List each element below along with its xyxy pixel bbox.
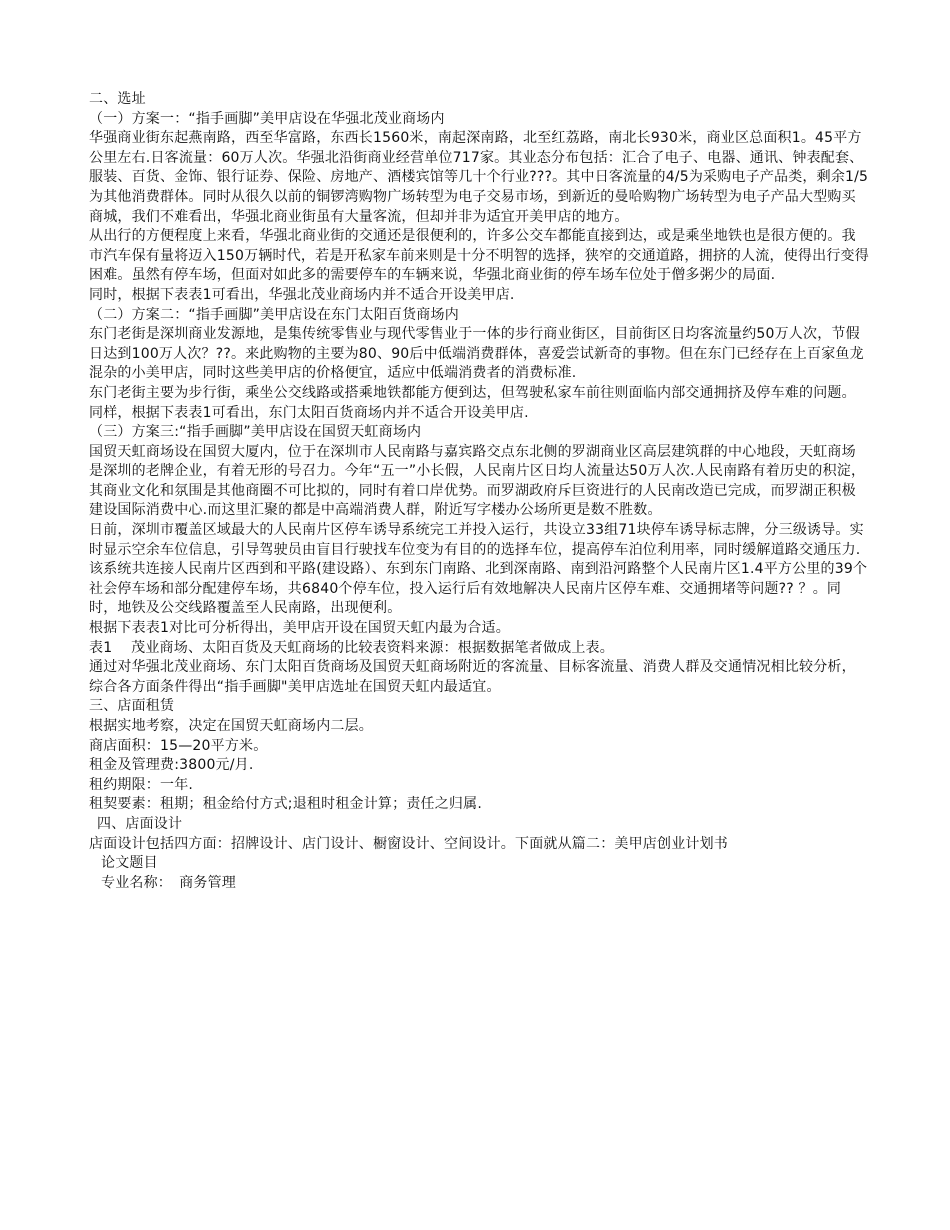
option-three-body-2: 日前，深圳市覆盖区域最大的人民南片区停车诱导系统完工并投入运行，共设立33组71块停车诱导标志牌，分三级诱导。实时显示空余车位信息，引导驾驶员由盲目行驶找车位变为有目的的选择车位，提高停车泊位利用率，同时缓解道路交通压力.该系统共连接人民南片区西到和平路(建设路）、东到东门南路、北到深南路、南到沿河路整个人民南片区1.4平方公里的39个社会停车场和部分配建停车场，共6840个停车位，投入运行后有效地解决人民南片区停车难、交通拥堵等问题?? ？。同时，地铁及公交线路覆盖至人民南路，出现便利。 — [89, 522, 868, 617]
site-selection-summary: 通过对华强北茂业商场、东门太阳百货商场及国贸天虹商场附近的客流量、目标客流量、消费人群及交通情况相比较分析，综合各方面条件得出“指手画脚"美甲店选址在国贸天虹内最适宜。 — [89, 659, 856, 695]
section-heading-site-selection: 二、选址 — [89, 91, 146, 107]
rental-area: 商店面积：15—20平方米。 — [89, 737, 268, 754]
store-design-body: 店面设计包括四方面：招牌设计、店门设计、橱窗设计、空间设计。下面就从篇二：美甲店创业计划书 — [89, 835, 728, 852]
document-page — [89, 90, 869, 893]
rental-term: 租约期限：一年. — [89, 776, 194, 793]
option-one-body-2: 从出行的方便程度上来看，华强北商业街的交通还是很便利的，许多公交车都能直接到达，或是乘坐地铁也是很方便的。我市汽车保有量将迈入150万辆时代，若是开私家车前来则是十分不明智的选择，狭窄的交通道路，拥挤的人流，使得出行变得困难。虽然有停车场，但面对如此多的需要停车的车辆来说，华强北商业街的停车场车位处于僧多粥少的局面. — [89, 228, 869, 284]
option-two-heading: （二）方案二：“指手画脚”美甲店设在东门太阳百货商场内 — [89, 306, 459, 323]
rental-contract-elements: 租契要素：租期；租金给付方式;退租时租金计算；责任之归属. — [89, 796, 482, 813]
option-two-body-1: 东门老街是深圳商业发源地，是集传统零售业与现代零售业于一体的步行商业街区，目前街区日均客流量约50万人次，节假日达到100万人次？??。来此购物的主要为80、90后中低端消费群体，喜爱尝试新奇的事物。但在东门已经存在上百家鱼龙混杂的小美甲店，同时这些美甲店的价格便宜，适应中低端消费者的消费标准. — [89, 326, 864, 382]
rental-fee: 租金及管理费:3800元/月. — [89, 757, 254, 774]
section-heading-store-design: 四、店面设计 — [97, 815, 183, 832]
option-one-heading: （一）方案一：“指手画脚”美甲店设在华强北茂业商场内 — [89, 110, 445, 127]
section-heading-rental: 三、店面租赁 — [89, 698, 175, 715]
table-caption: 表1 茂业商场、太阳百货及天虹商场的比较表资料来源：根据数据笔者做成上表。 — [89, 639, 614, 656]
thesis-title-label: 论文题目 — [101, 855, 158, 872]
option-two-conclusion: 同样，根据下表表1可看出，东门太阳百货商场内并不适合开设美甲店. — [89, 404, 529, 421]
option-one-body-1: 华强商业街东起燕南路，西至华富路，东西长1560米，南起深南路，北至红荔路，南北长930米，商业区总面积1。45平方公里左右.日客流量：60万人次。华强北沿街商业经营单位717家。其业态分布包括：汇合了电子、电器、通讯、钟表配套、服装、百货、金饰、银行证券、保险、房地产、酒楼宾馆等几十个行业???。其中日客流量的4/5为采购电子产品类，剩余1/5为其他消费群体。同时从很久以前的铜锣湾购物广场转型为电子交易市场，到新近的曼哈购物广场转型为电子产品大型购买商城，我们不难看出，华强北商业街虽有大量客流，但却并非为适宜开美甲店的地方。 — [89, 130, 869, 225]
major-name-label: 专业名称： 商务管理 — [101, 874, 236, 891]
option-three-conclusion: 根据下表表1对比可分析得出，美甲店开设在国贸天虹内最为合适。 — [89, 620, 510, 637]
option-three-body-1: 国贸天虹商场设在国贸大厦内，位于在深圳市人民南路与嘉宾路交点东北侧的罗湖商业区高层建筑群的中心地段，天虹商场是深圳的老牌企业，有着无形的号召力。今年“五一”小长假，人民南片区日均人流量达50万人次.人民南路有着历史的积淀，其商业文化和氛围是其他商圈不可比拟的，同时有着口岸优势。而罗湖政府斥巨资进行的人民南改造已完成，而罗湖正积极建设国际消费中心.而这里汇聚的都是中高端消费人群，附近写字楼办公场所更是数不胜数。 — [89, 443, 866, 519]
rental-decision: 根据实地考察，决定在国贸天虹商场内二层。 — [89, 718, 373, 734]
option-one-conclusion: 同时，根据下表表1可看出，华强北茂业商场内并不适合开设美甲店. — [89, 286, 515, 303]
option-three-heading: （三）方案三:“指手画脚”美甲店设在国贸天虹商场内 — [89, 424, 422, 441]
option-two-body-2: 东门老街主要为步行街，乘坐公交线路或搭乘地铁都能方便到达，但驾驶私家车前往则面临内部交通拥挤及停车难的问题。 — [89, 384, 856, 401]
